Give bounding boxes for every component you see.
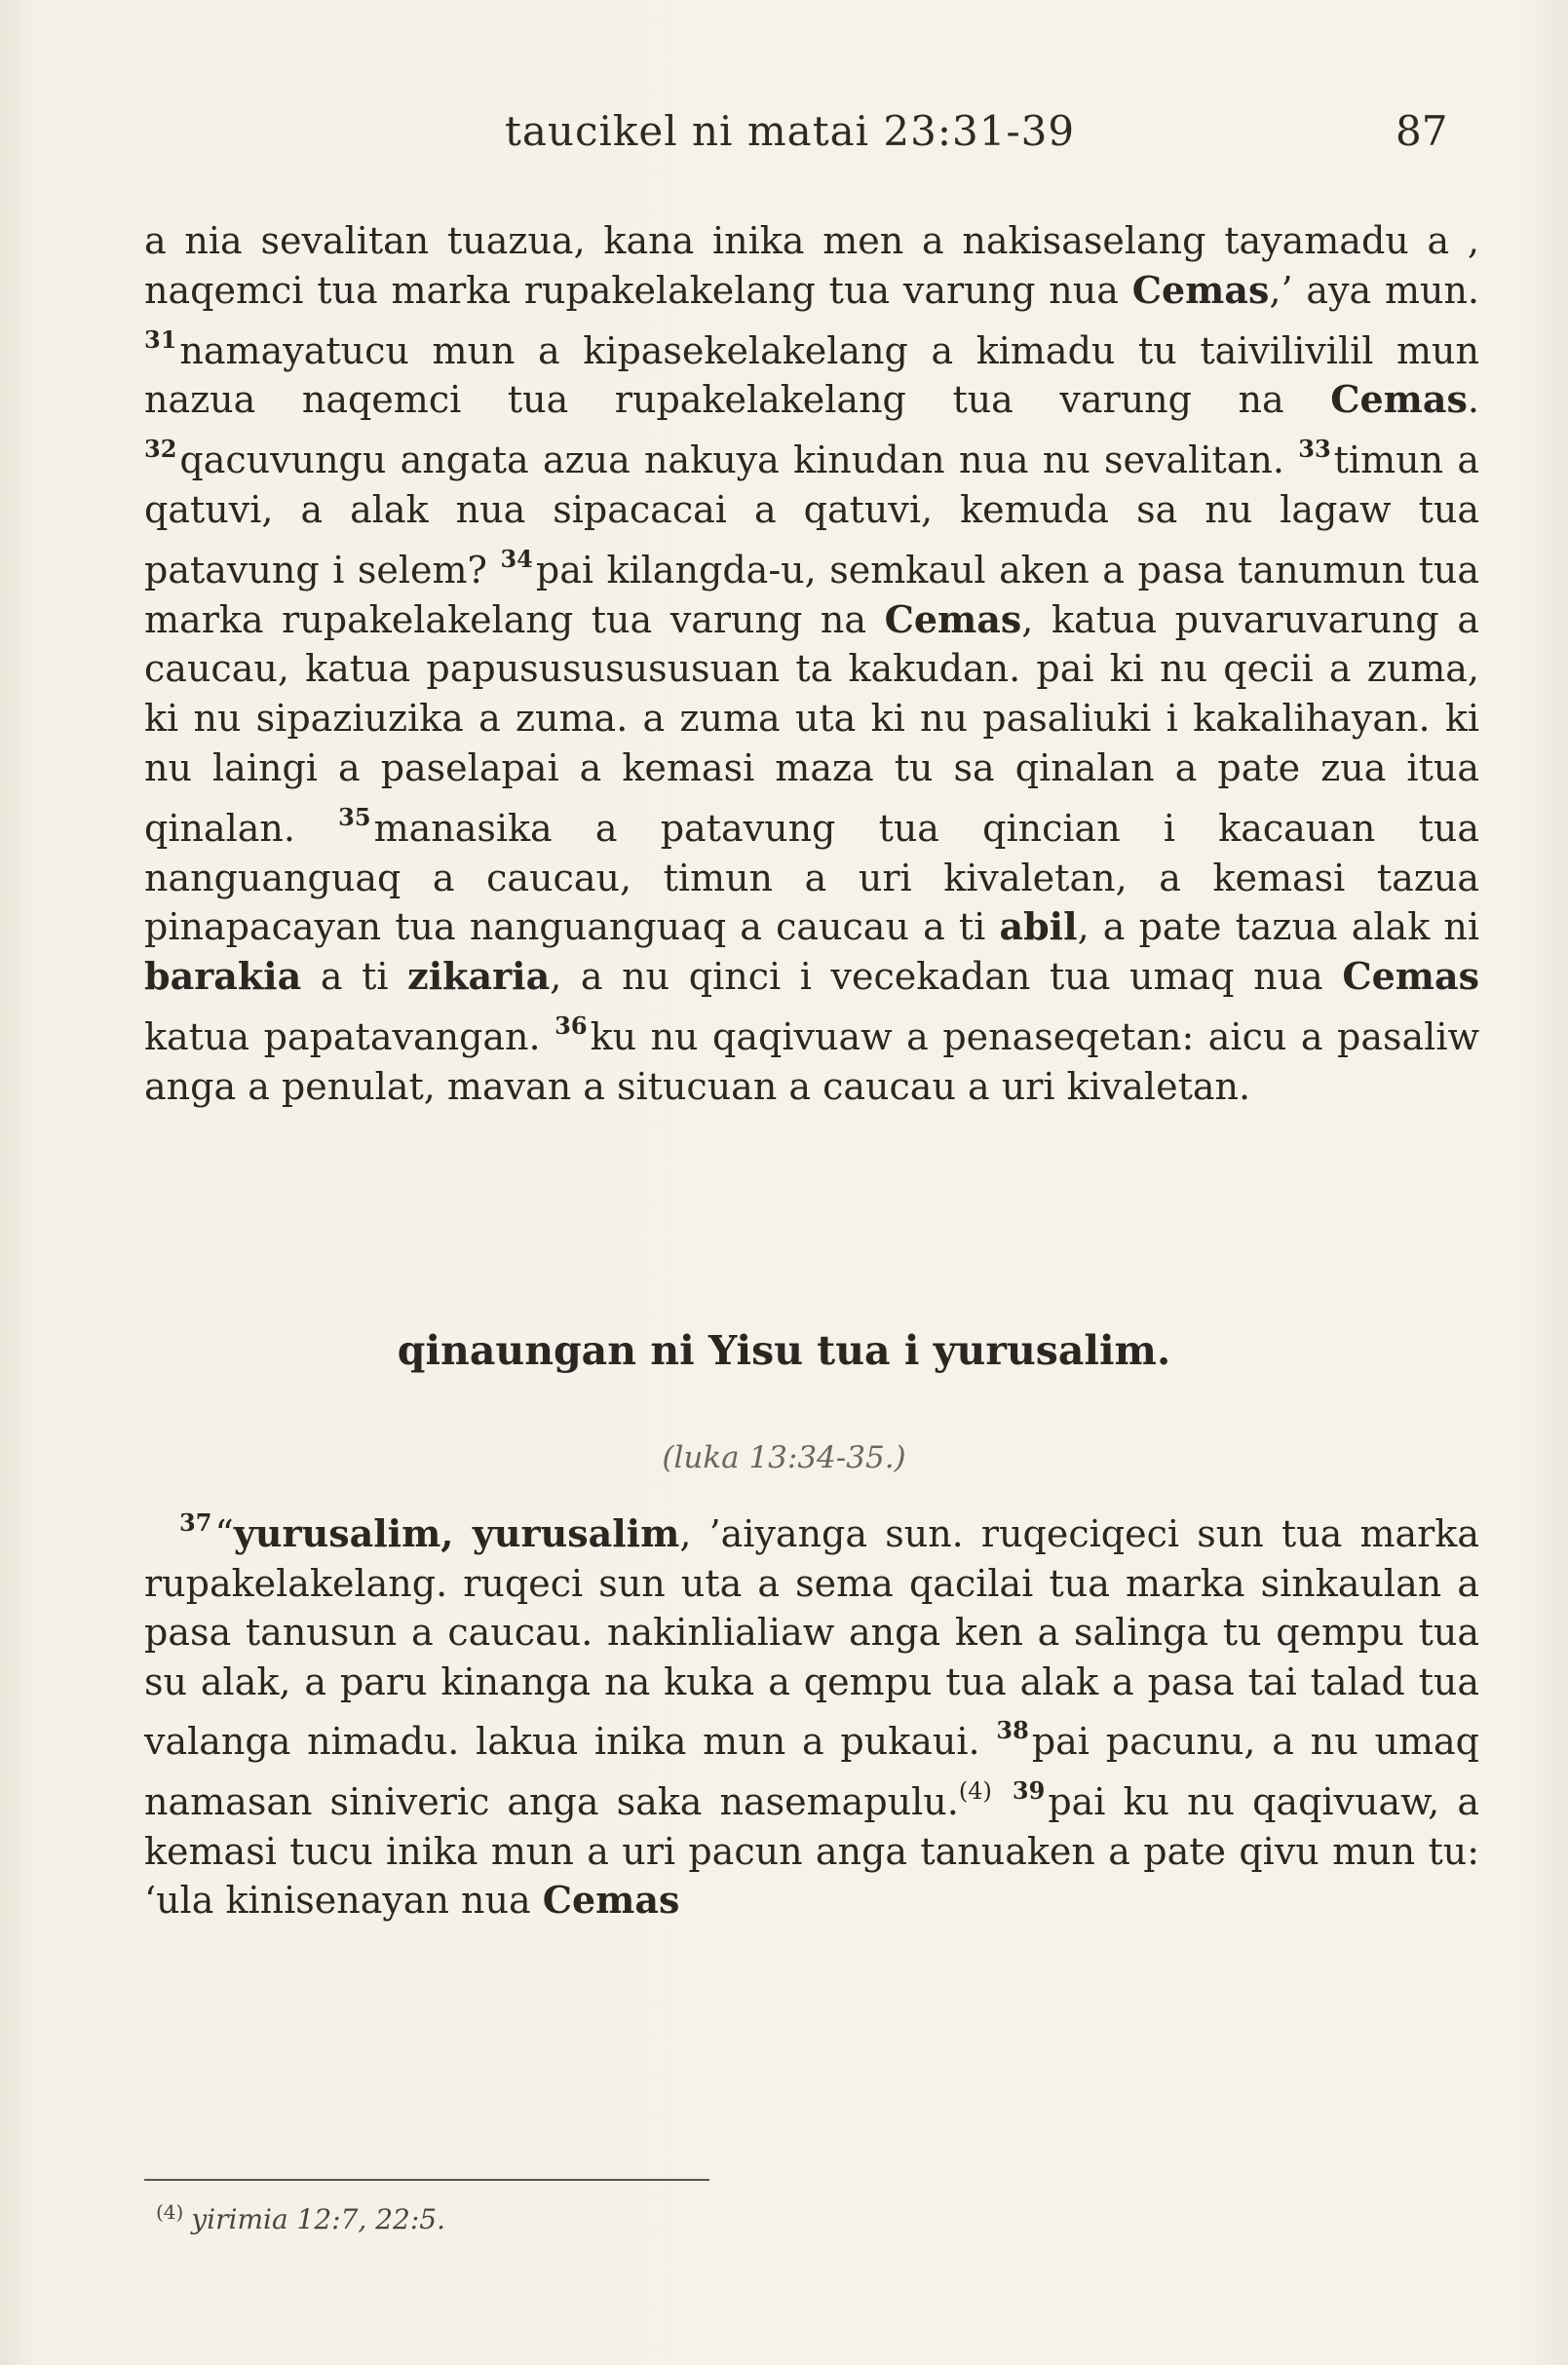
footnote-mark: (4): [156, 2200, 184, 2224]
verse-number: 39: [1012, 1775, 1046, 1805]
verse-number: 32: [144, 435, 177, 464]
section-heading: qinaungan ni Yisu tua i yurusalim.: [397, 1327, 1171, 1374]
verse-number: 36: [555, 1011, 588, 1040]
passage-2: [144, 1499, 1479, 1926]
verse-number: 35: [338, 802, 371, 831]
verse-number: 37: [179, 1508, 212, 1537]
verse-number: 38: [996, 1716, 1029, 1745]
running-head: [0, 107, 1568, 166]
passage-1: [144, 216, 1479, 1112]
paragraph: a nia sevalitan tuazua, kana inika men a nakisaselang tayamadu a , naqemci tua marka rupakelakelang tua varung nua Cemas,’ aya mun. $^{31}$namayatucu mun a kipasekelakelang a kimadu tu taivilivilil mun nazua naqemci tua rupakelakelang tua varung na Cemas. $^{32}$qacuvungu angata azua nakuya kinudan nua nu sevalitan. $^{33}$timun a qatuvi, a alak nua sipacacai a qatuvi, kemuda sa nu lagaw tua patavung i selem? $^{34}$pai kilangda-u, semkaul aken a pasa tanumun tua marka rupakelakelang tua varung na Cemas, katua puvaruvarung a caucau, katua papusususususuan ta kakudan. pai ki nu qecii a zuma, ki nu sipaziuzika a zuma. a zuma uta ki nu pasaliuki i kakalihayan. ki nu laingi a paselapai a kemasi maza tu sa qinalan a pate zua itua qinalan. $^{35}$manasika a patavung tua qincian i kacauan tua nanguanguaq a caucau, timun a uri kivaletan, a kemasi tazua pinapacayan tua nanguanguaq a caucau a ti abil, a pate tazua alak ni barakia a ti zikaria, a nu qinci i vecekadan tua umaq nua Cemas katua papatavangan. $^{36}$ku nu qaqivuaw a penaseqetan: aicu a pasaliw anga a penulat, mavan a situcuan a caucau a uri kivaletan.: [144, 219, 1480, 1108]
parallel-reference: (luka 13:34-35.): [662, 1440, 906, 1475]
footnote-ref: (4): [958, 1776, 992, 1805]
footnote-rule: [144, 2179, 709, 2181]
verse-number: 33: [1298, 435, 1331, 464]
paragraph: $^{37}$“yurusalim, yurusalim, ’aiyanga sun. ruqeciqeci sun tua marka rupakelakelang. ruqeci sun uta a sema qacilai tua marka sinkaulan a pasa tanusun a caucau. nakinlialiaw anga ken a salinga tu qempu tua su alak, a paru kinanga na kuka a qempu tua alak a pasa tai talad tua valanga nimadu. lakua inika mun a pukaui. $^{38}$pai pacunu, a nu umaq namasan siniveric anga saka nasemapulu.$^{(4)}$ $^{39}$pai ku nu qaqivuaw, a kemasi tucu inika mun a uri pacun anga tanuaken a pate qivu mun tu: ‘ula kinisenayan nua Cemas: [144, 1508, 1479, 1923]
verse-number: 31: [144, 324, 177, 354]
footnote: [156, 2200, 445, 2235]
page-number: 87: [1396, 107, 1448, 155]
verse-number: 34: [500, 544, 533, 573]
chapter-heading: taucikel ni matai 23:31-39: [505, 107, 1076, 155]
footnote-text: yirimia 12:7, 22:5.: [191, 2203, 446, 2235]
